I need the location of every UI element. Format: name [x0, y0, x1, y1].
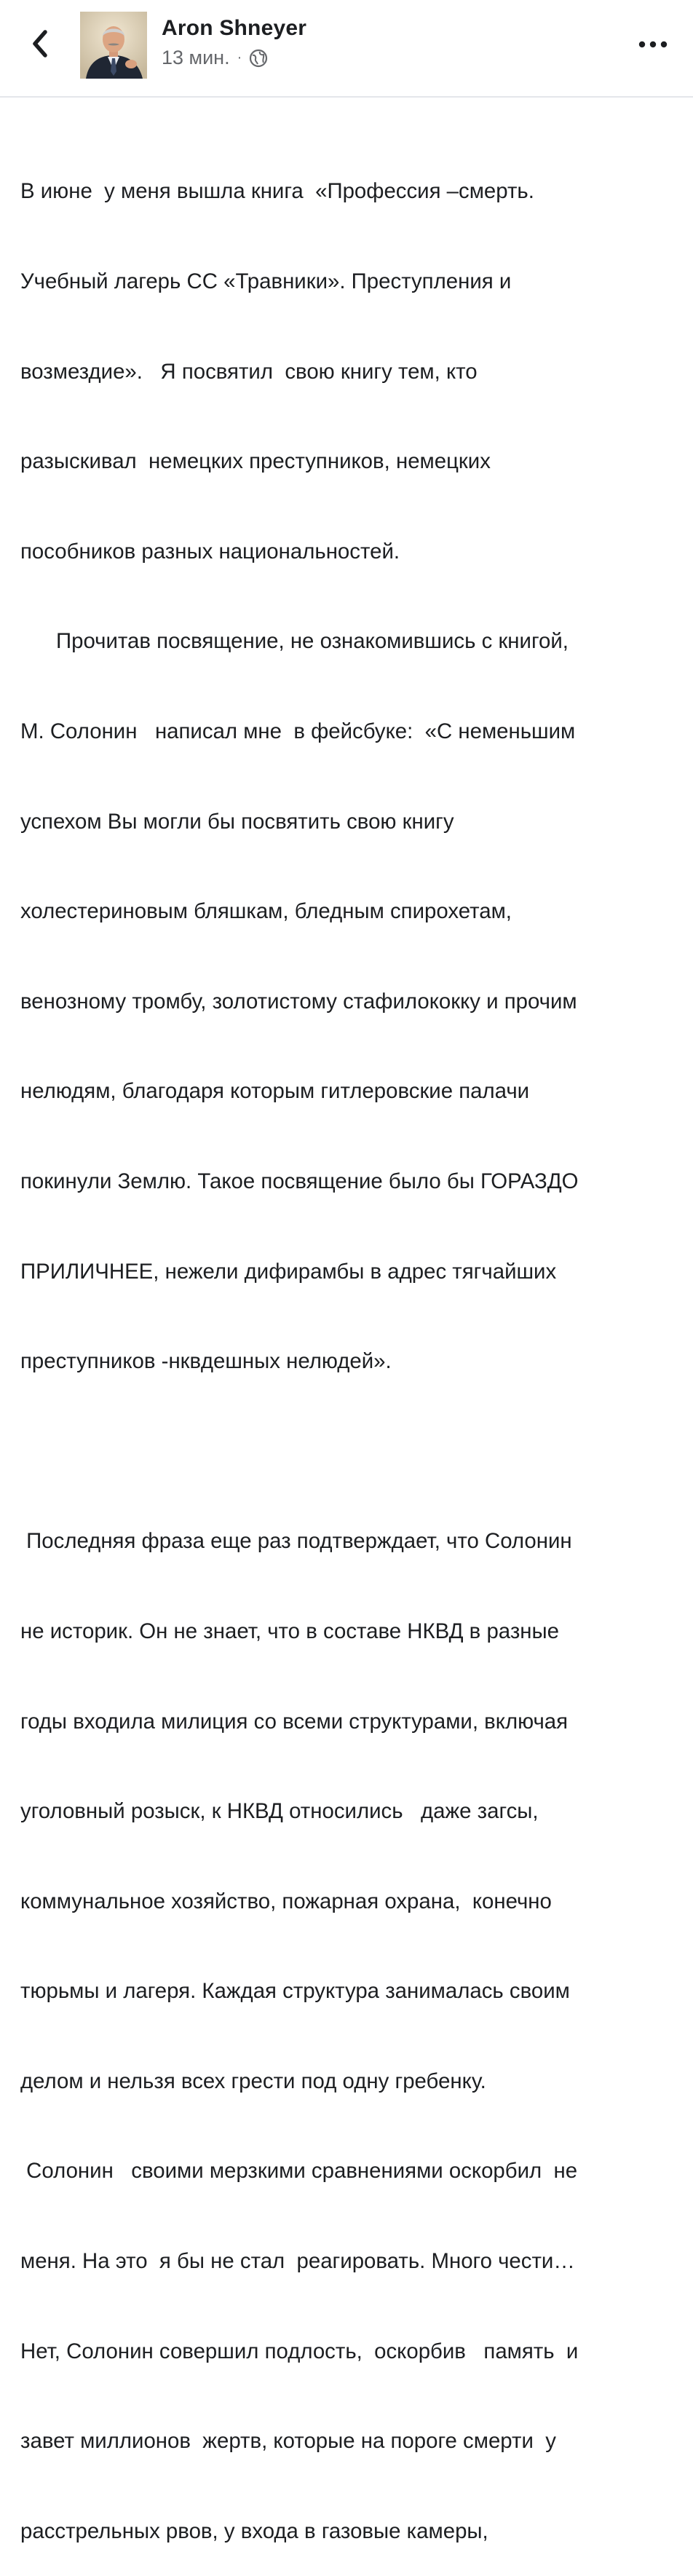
post-text-line: М. Солонин написал мне в фейсбуке: «С неменьшим [20, 719, 576, 743]
post-text-line: холестериновым бляшкам, бледным спирохетам, [20, 899, 512, 924]
meta-separator: · [237, 50, 242, 66]
post-text-line: расстрельных рвов, у входа в газовые камеры, [20, 2518, 488, 2543]
post-text-line: покинули Землю. Такое посвящение было бы ГОРАЗДО [20, 1169, 579, 1193]
globe-icon[interactable] [249, 49, 268, 68]
more-dots-icon [638, 41, 668, 48]
post-text-line: преступников -нквдешных нелюдей». [20, 1349, 392, 1374]
more-options-button[interactable] [635, 33, 671, 55]
post-text-line: В июне у меня вышла книга «Профессия –смерть. [20, 179, 534, 204]
post-text-line: делом и нельзя всех грести под одну гребенку. [20, 2069, 486, 2093]
author-name[interactable]: Aron Shneyer [162, 16, 307, 40]
post-text-line: успехом Вы могли бы посвятить свою книгу [20, 809, 454, 834]
post-text-line: венозному тромбу, золотистому стафилококку и прочим [20, 989, 577, 1014]
post-text-line: Нет, Солонин совершил подлость, оскорбив память и [20, 2339, 579, 2363]
post-text-line: годы входила милиция со всеми структурами, включая [20, 1709, 569, 1734]
post-meta [162, 47, 268, 69]
post-timestamp[interactable]: 13 мин. [162, 47, 230, 68]
chevron-left-icon [29, 28, 51, 60]
avatar[interactable] [80, 12, 147, 79]
post-text-line: завет миллионов жертв, которые на пороге смерти у [20, 2429, 556, 2454]
post-text-line: возмездие». Я посвятил свою книгу тем, кто [20, 359, 478, 384]
post-text-line: ПРИЛИЧНЕЕ, нежели дифирамбы в адрес тягчайших [20, 1259, 557, 1284]
post-text-line: не историк. Он не знает, что в составе НКВД в разные [20, 1619, 560, 1643]
post-header [0, 0, 693, 98]
post-text-line: тюрьмы и лагеря. Каждая структура занималась своим [20, 1979, 570, 2004]
post-text-line: Последняя фраза еще раз подтверждает, что Солонин [20, 1529, 572, 1554]
post-text-line: Солонин своими мерзкими сравнениями оскорбил не [20, 2159, 578, 2184]
post-text-line [20, 1437, 676, 1466]
back-button[interactable] [22, 22, 58, 66]
post-text-line: пособников разных национальностей. [20, 539, 400, 564]
post-text [20, 116, 676, 2576]
post-text-line: разыскивал немецких преступников, немецких [20, 449, 491, 474]
post-text-line: Учебный лагерь СС «Травники». Преступления и [20, 269, 512, 293]
profile-photo-icon [80, 12, 147, 79]
post-text-line: нелюдям, благодаря которым гитлеровские палачи [20, 1079, 530, 1104]
post-text-line: коммунальное хозяйство, пожарная охрана, конечно [20, 1889, 552, 1913]
post-text-line: уголовный розыск, к НКВД относились даже загсы, [20, 1799, 539, 1824]
post-text-line: меня. На это я бы не стал реагировать. Много чести… [20, 2249, 575, 2274]
post-text-line: Прочитав посвящение, не ознакомившись с книгой, [20, 629, 569, 654]
